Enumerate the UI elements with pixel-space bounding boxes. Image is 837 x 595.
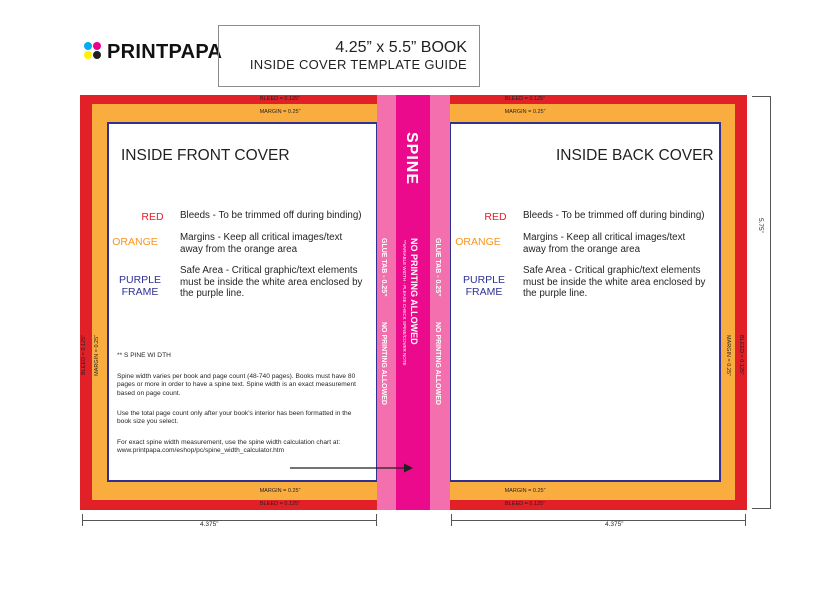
front-bleed-label-top: BLEED = 0.125” [260, 96, 300, 102]
dimension-tick [752, 96, 771, 97]
front-margin-label-bottom: MARGIN = 0.25” [259, 488, 301, 494]
back-cover-title: INSIDE BACK COVER [556, 147, 714, 164]
back-legend-purple-key: PURPLE FRAME [462, 274, 505, 298]
front-margin-label-side: MARGIN = 0.25” [94, 335, 100, 376]
spine-width-heading: ** S PINE WI DTH [117, 352, 171, 359]
dimension-tick [82, 514, 83, 526]
back-safe-area [449, 122, 721, 482]
dimension-width-left: 4.375” [200, 521, 219, 528]
front-legend-orange-key: ORANGE [112, 236, 158, 248]
front-safe-area [107, 122, 378, 482]
spine-title: SPINE [403, 132, 420, 186]
dimension-width-right: 4.375” [605, 521, 624, 528]
back-margin-label-top: MARGIN = 0.25” [504, 109, 546, 115]
glue-tab-right [430, 95, 450, 510]
spine-width-note-3: For exact spine width measurement, use the spine width calculation chart at: www.printpapa.com/eshop/pc/spine_width_calculator.htm [117, 439, 341, 455]
front-legend-red-key: RED [141, 211, 164, 223]
spine-width-note-1: Spine width varies per book and page count (48-740 pages). Books must have 80 pages or more in order to have a spine text. Spine width is an exact measurement based on page count. [117, 373, 356, 397]
dimension-line-right [451, 520, 745, 521]
arrow-icon [290, 462, 415, 474]
glue-tab-right-no-printing: NO PRINTING ALLOWED [434, 322, 441, 405]
dimension-line-height [770, 97, 771, 508]
back-legend-orange-desc: Margins - Keep all critical images/text away from the orange area [523, 232, 686, 255]
glue-tab-left-label: GLUE TAB - 0.25” [380, 238, 387, 297]
back-bleed-label-side: BLEED = 0.125” [738, 335, 744, 375]
back-bleed-label-bottom: BLEED = 0.125” [505, 501, 545, 507]
dimension-height: 5.75” [757, 218, 764, 233]
back-margin-label-bottom: MARGIN = 0.25” [504, 488, 546, 494]
dimension-line-left [82, 520, 376, 521]
back-legend-purple-desc: Safe Area - Critical graphic/text elements must be inside the white area enclosed by the purple line. [523, 265, 706, 299]
logo-text: PRINTPAPA [107, 40, 223, 63]
logo-dots-icon [84, 42, 104, 62]
glue-tab-right-label: GLUE TAB - 0.25” [434, 238, 441, 297]
front-cover-title: INSIDE FRONT COVER [121, 147, 290, 164]
page-title: 4.25” x 5.5” BOOK [335, 39, 467, 56]
dimension-tick [451, 514, 452, 526]
glue-tab-left-no-printing: NO PRINTING ALLOWED [380, 322, 387, 405]
spine-no-printing: NO PRINTING ALLOWED [409, 238, 419, 345]
dimension-tick [376, 514, 377, 526]
front-legend-red-desc: Bleeds - To be trimmed off during binding) [180, 210, 362, 221]
front-margin-label-top: MARGIN = 0.25” [259, 109, 301, 115]
page-subtitle: INSIDE COVER TEMPLATE GUIDE [249, 57, 467, 72]
back-legend-orange-key: ORANGE [455, 236, 501, 248]
front-bleed-label-side: BLEED = 0.125” [81, 335, 87, 375]
back-legend-red-key: RED [484, 211, 507, 223]
back-margin-label-side: MARGIN = 0.25” [725, 335, 731, 376]
title-box [218, 25, 480, 87]
spine-variable-width-note: **VARIABLE WIDTH - PLEASE CHECK SPINE/COVER NOTE [402, 240, 407, 366]
dimension-tick [752, 508, 771, 509]
front-legend-purple-key: PURPLE FRAME [118, 274, 161, 298]
spine-width-note-2: Use the total page count only after your book's interior has been formatted in the book size you select. [117, 410, 352, 426]
front-legend-purple-desc: Safe Area - Critical graphic/text elements must be inside the white area enclosed by the purple line. [180, 265, 363, 299]
printpapa-logo [84, 40, 222, 64]
front-bleed-label-bottom: BLEED = 0.125” [260, 501, 300, 507]
back-legend-red-desc: Bleeds - To be trimmed off during binding) [523, 210, 705, 221]
front-legend-orange-desc: Margins - Keep all critical images/text away from the orange area [180, 232, 343, 255]
dimension-tick [745, 514, 746, 526]
glue-tab-left [377, 95, 397, 510]
back-bleed-label-top: BLEED = 0.125” [505, 96, 545, 102]
